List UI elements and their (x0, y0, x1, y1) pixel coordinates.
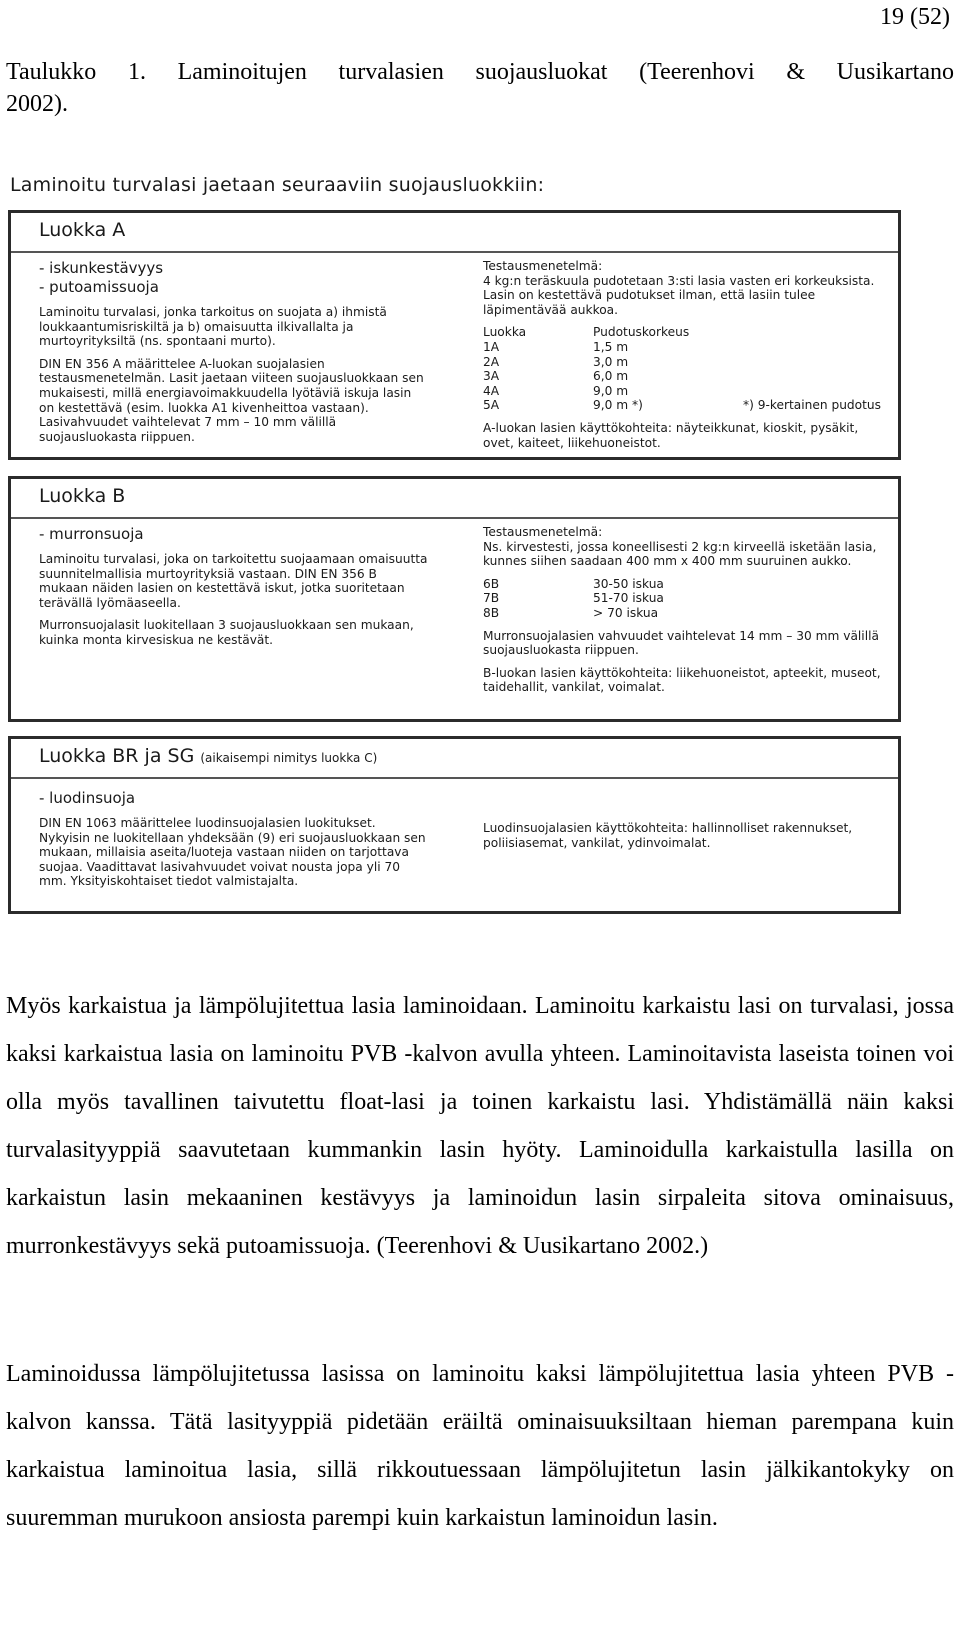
class-br-sg-note: (aikaisempi nimitys luokka C) (200, 751, 378, 765)
class-a-usage: A-luokan lasien käyttökohteita: näyteikkunat, kioskit, pysäkit, ovet, kaiteet, liikehuoneistot. (483, 420, 859, 450)
class-b-strike-table (483, 577, 883, 621)
class-a-drop-table (483, 325, 883, 413)
table-cell: 9,0 m *) (593, 398, 643, 413)
class-a-col-header-height: Pudotuskorkeus (593, 325, 690, 340)
table-cell: 1,5 m (593, 339, 629, 354)
class-b-heading: Luokka B (39, 485, 126, 507)
table-cell (743, 355, 883, 370)
class-b-thickness: Murronsuojalasien vahvuudet vaihtelevat 14 mm – 30 mm välillä suojausluokasta riippuen. (483, 628, 879, 658)
class-b-header (11, 479, 898, 519)
table-cell: 6,0 m (593, 369, 629, 384)
class-b-description: Laminoitu turvalasi, joka on tarkoitettu suojaamaan omaisuutta suunnitelmallisia murtoyrityksiä vastaan. DIN EN 356 B mukaan näiden lasien on kestettävä iskut, jotka suoritetaan terävällä lyömäaseella. (39, 552, 428, 610)
class-br-sg-title: Luokka BR ja SG (39, 745, 195, 767)
class-a-bullet-impact: - iskunkestävyys (39, 259, 164, 277)
class-br-sg-right-column (483, 821, 883, 850)
class-b-right-column (483, 525, 883, 695)
class-b-classification: Murronsuojalasit luokitellaan 3 suojausluokkaan sen mukaan, kuinka monta kirvesiskua ne kestävät. (39, 618, 414, 647)
table-cell: 6B (483, 576, 500, 591)
class-a-col-header-class: Luokka (483, 325, 527, 340)
table-caption: Taulukko 1. Laminoitujen turvalasien suojausluokat (Teerenhovi & Uusikartano (6, 59, 954, 85)
class-a-right-column (483, 259, 883, 450)
table-cell: 7B (483, 591, 500, 606)
class-b-test-label: Testausmenetelmä: (483, 525, 603, 539)
table-cell: > 70 iskua (593, 605, 659, 620)
class-a-box (8, 210, 901, 460)
class-b-box (8, 476, 901, 722)
class-br-sg-usage: Luodinsuojalasien käyttökohteita: hallinnolliset rakennukset, poliisiasemat, vankilat, ydinvoimalat. (483, 821, 853, 850)
class-br-sg-header (11, 739, 898, 779)
table-cell: 51-70 iskua (593, 591, 664, 606)
class-a-header (11, 213, 898, 253)
table-cell: 3,0 m (593, 354, 629, 369)
class-br-sg-left-column (39, 789, 429, 889)
scanned-table (0, 170, 910, 950)
class-br-sg-box (8, 736, 901, 914)
body-paragraph-1: Myös karkaistua ja lämpölujitettua lasia laminoidaan. Laminoitu karkaistu lasi on turvalasi, jossa kaksi karkaistua lasia on laminoitu PVB -kalvon avulla yhteen. Laminoitavista laseista toinen voi olla myös tavallinen taivutettu float-lasi ja toinen karkaistu lasi. Yhdistämällä näin kaksi turvalasityyppiä saavutetaan kummankin lasin hyöty. Laminoidulla karkaistulla lasilla on karkaistun lasin mekaaninen kestävyys ja laminoidun lasin sirpaleita sitova ominaisuus, murronkestävyys sekä putoamissuoja. (Teerenhovi & Uusikartano 2002.) (6, 993, 954, 1259)
class-b-usage: B-luokan lasien käyttökohteita: liikehuoneistot, apteekit, museot, taidehallit, vankilat, voimalat. (483, 665, 881, 695)
class-a-left-column (39, 259, 429, 444)
table-cell: 3A (483, 369, 500, 384)
table-cell: 30-50 iskua (593, 576, 664, 591)
class-a-description: Laminoitu turvalasi, jonka tarkoitus on suojata a) ihmistä loukkaantumisriskiltä ja b) omaisuutta ilkivallalta ja murtoyrityksiltä (ns. spontaani murto). (39, 305, 387, 349)
class-a-bullet-fall: - putoamissuoja (39, 278, 159, 296)
class-a-standard: DIN EN 356 A määrittelee A-luokan suojalasien testausmenetelmän. Lasit jaetaan viiteen suojausluokkaan sen mukaisesti, millä energiavoimakkuudella lyötäviä iskuja lasin on kestettävä (esim. luokka A1 kivenheittoa vastaan). Lasivahvuudet vaihtelevat 7 mm – 10 mm välillä suojausluokasta riippuen. (39, 356, 424, 444)
table-cell: 5A (483, 398, 500, 413)
body-paragraph-2: Laminoidussa lämpölujitetussa lasissa on laminoitu kaksi lämpölujitettua lasia yhteen PVB -kalvon kanssa. Tätä lasityyppiä pidetään eräiltä ominaisuuksiltaan hieman parempana kuin karkaistua laminoitua lasia, sillä rikkoutuessaan lämpölujitetun lasin jälkikantokyky on suuremman murukoon ansiosta parempi kuin karkaistun laminoidun lasin. (6, 1361, 954, 1531)
table-cell (743, 384, 883, 399)
class-a-test-label: Testausmenetelmä: (483, 259, 603, 273)
class-b-left-column (39, 525, 429, 648)
page-number: 19 (52) (880, 4, 950, 30)
table-cell (743, 340, 883, 355)
class-br-sg-bullet-bullet: - luodinsuoja (39, 789, 136, 807)
table-caption-continued: 2002). (6, 91, 68, 117)
table-cell: 9,0 m (593, 383, 629, 398)
table-cell (743, 369, 883, 384)
table-cell: 2A (483, 354, 500, 369)
scan-title: Laminoitu turvalasi jaetaan seuraaviin suojausluokkiin: (10, 174, 545, 196)
table-cell: *) 9-kertainen pudotus (743, 398, 881, 413)
class-a-test-text: 4 kg:n teräskuula pudotetaan 3:sti lasia vasten eri korkeuksista. Lasin on kestettävä pudotukset ilman, että lasiin tulee läpimentävää aukkoa. (483, 273, 875, 317)
table-cell: 1A (483, 339, 500, 354)
class-b-test-text: Ns. kirvestesti, jossa koneellisesti 2 kg:n kirveellä isketään lasia, kunnes siihen saadaan 400 mm x 400 mm suuruinen aukko. (483, 539, 877, 569)
table-cell: 8B (483, 605, 500, 620)
class-br-sg-heading (39, 745, 377, 767)
class-br-sg-description: DIN EN 1063 määrittelee luodinsuojalasien luokitukset. Nykyisin ne luokitellaan yhdeksään (9) eri suojausluokkaan sen mukaan, millaisia aseita/luoteja vastaan niiden on tarjottava suojaa. Vaadittavat lasivahvuudet voivat nousta jopa yli 70 mm. Yksityiskohtaiset tiedot valmistajalta. (39, 816, 426, 889)
class-b-bullet-burglary: - murronsuoja (39, 525, 144, 543)
class-a-heading: Luokka A (39, 219, 126, 241)
table-cell: 4A (483, 383, 500, 398)
